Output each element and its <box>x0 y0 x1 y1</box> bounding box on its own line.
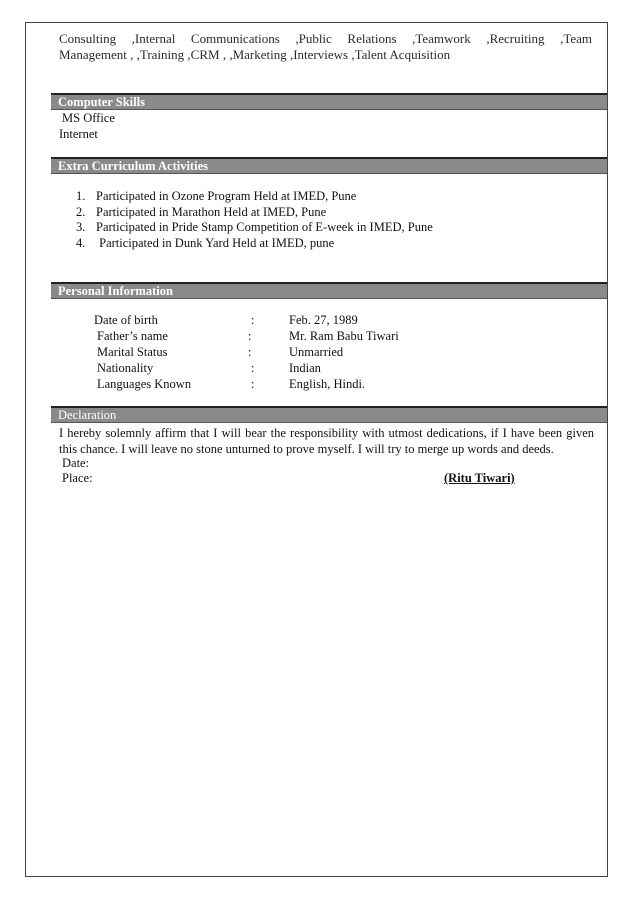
info-row-father: Father’s name : Mr. Ram Babu Tiwari <box>97 329 399 343</box>
extra-curricular-header <box>51 157 607 174</box>
computer-skill-item: Internet <box>59 127 98 141</box>
info-row-dob: Date of birth : Feb. 27, 1989 <box>94 313 358 327</box>
declaration-text: I hereby solemnly affirm that I will bear the responsibility with utmost dedications, if I have been given this chance. I will leave no stone unturned to prove myself. I will try to merge up words and deeds. <box>59 426 594 456</box>
info-row-languages: Languages Known : English, Hindi. <box>97 377 366 391</box>
computer-skill-item: MS Office <box>62 111 115 125</box>
info-row-marital: Marital Status : Unmarried <box>97 345 344 359</box>
extra-curricular-title: Extra Curriculum Activities <box>58 159 208 173</box>
skills-line-2: Management , ,Training ,CRM , ,Marketing ,Interviews ,Talent Acquisition <box>59 47 451 62</box>
skills-line-1: Consulting ,Internal Communications ,Public Relations ,Teamwork ,Recruiting ,Team <box>59 31 592 46</box>
declaration-title: Declaration <box>58 408 117 422</box>
list-item: 3. Participated in Pride Stamp Competition of E-week in IMED, Pune <box>76 220 433 234</box>
list-item: 1. Participated in Ozone Program Held at IMED, Pune <box>76 189 357 203</box>
date-label: Date: <box>62 456 90 470</box>
computer-skills-title: Computer Skills <box>58 95 145 109</box>
extra-curricular-list <box>76 189 433 251</box>
computer-skills-header <box>51 93 607 110</box>
declaration-header <box>51 406 607 423</box>
personal-info-title: Personal Information <box>58 284 173 298</box>
info-row-nationality: Nationality : Indian <box>97 361 321 375</box>
resume-page <box>25 22 608 877</box>
list-item: 2. Participated in Marathon Held at IMED, Pune <box>76 204 327 219</box>
personal-info-header <box>51 282 607 299</box>
place-label: Place: <box>62 471 93 485</box>
signature-name: (Ritu Tiwari) <box>444 471 515 485</box>
list-item: 4. Participated in Dunk Yard Held at IMED, pune <box>76 235 335 250</box>
